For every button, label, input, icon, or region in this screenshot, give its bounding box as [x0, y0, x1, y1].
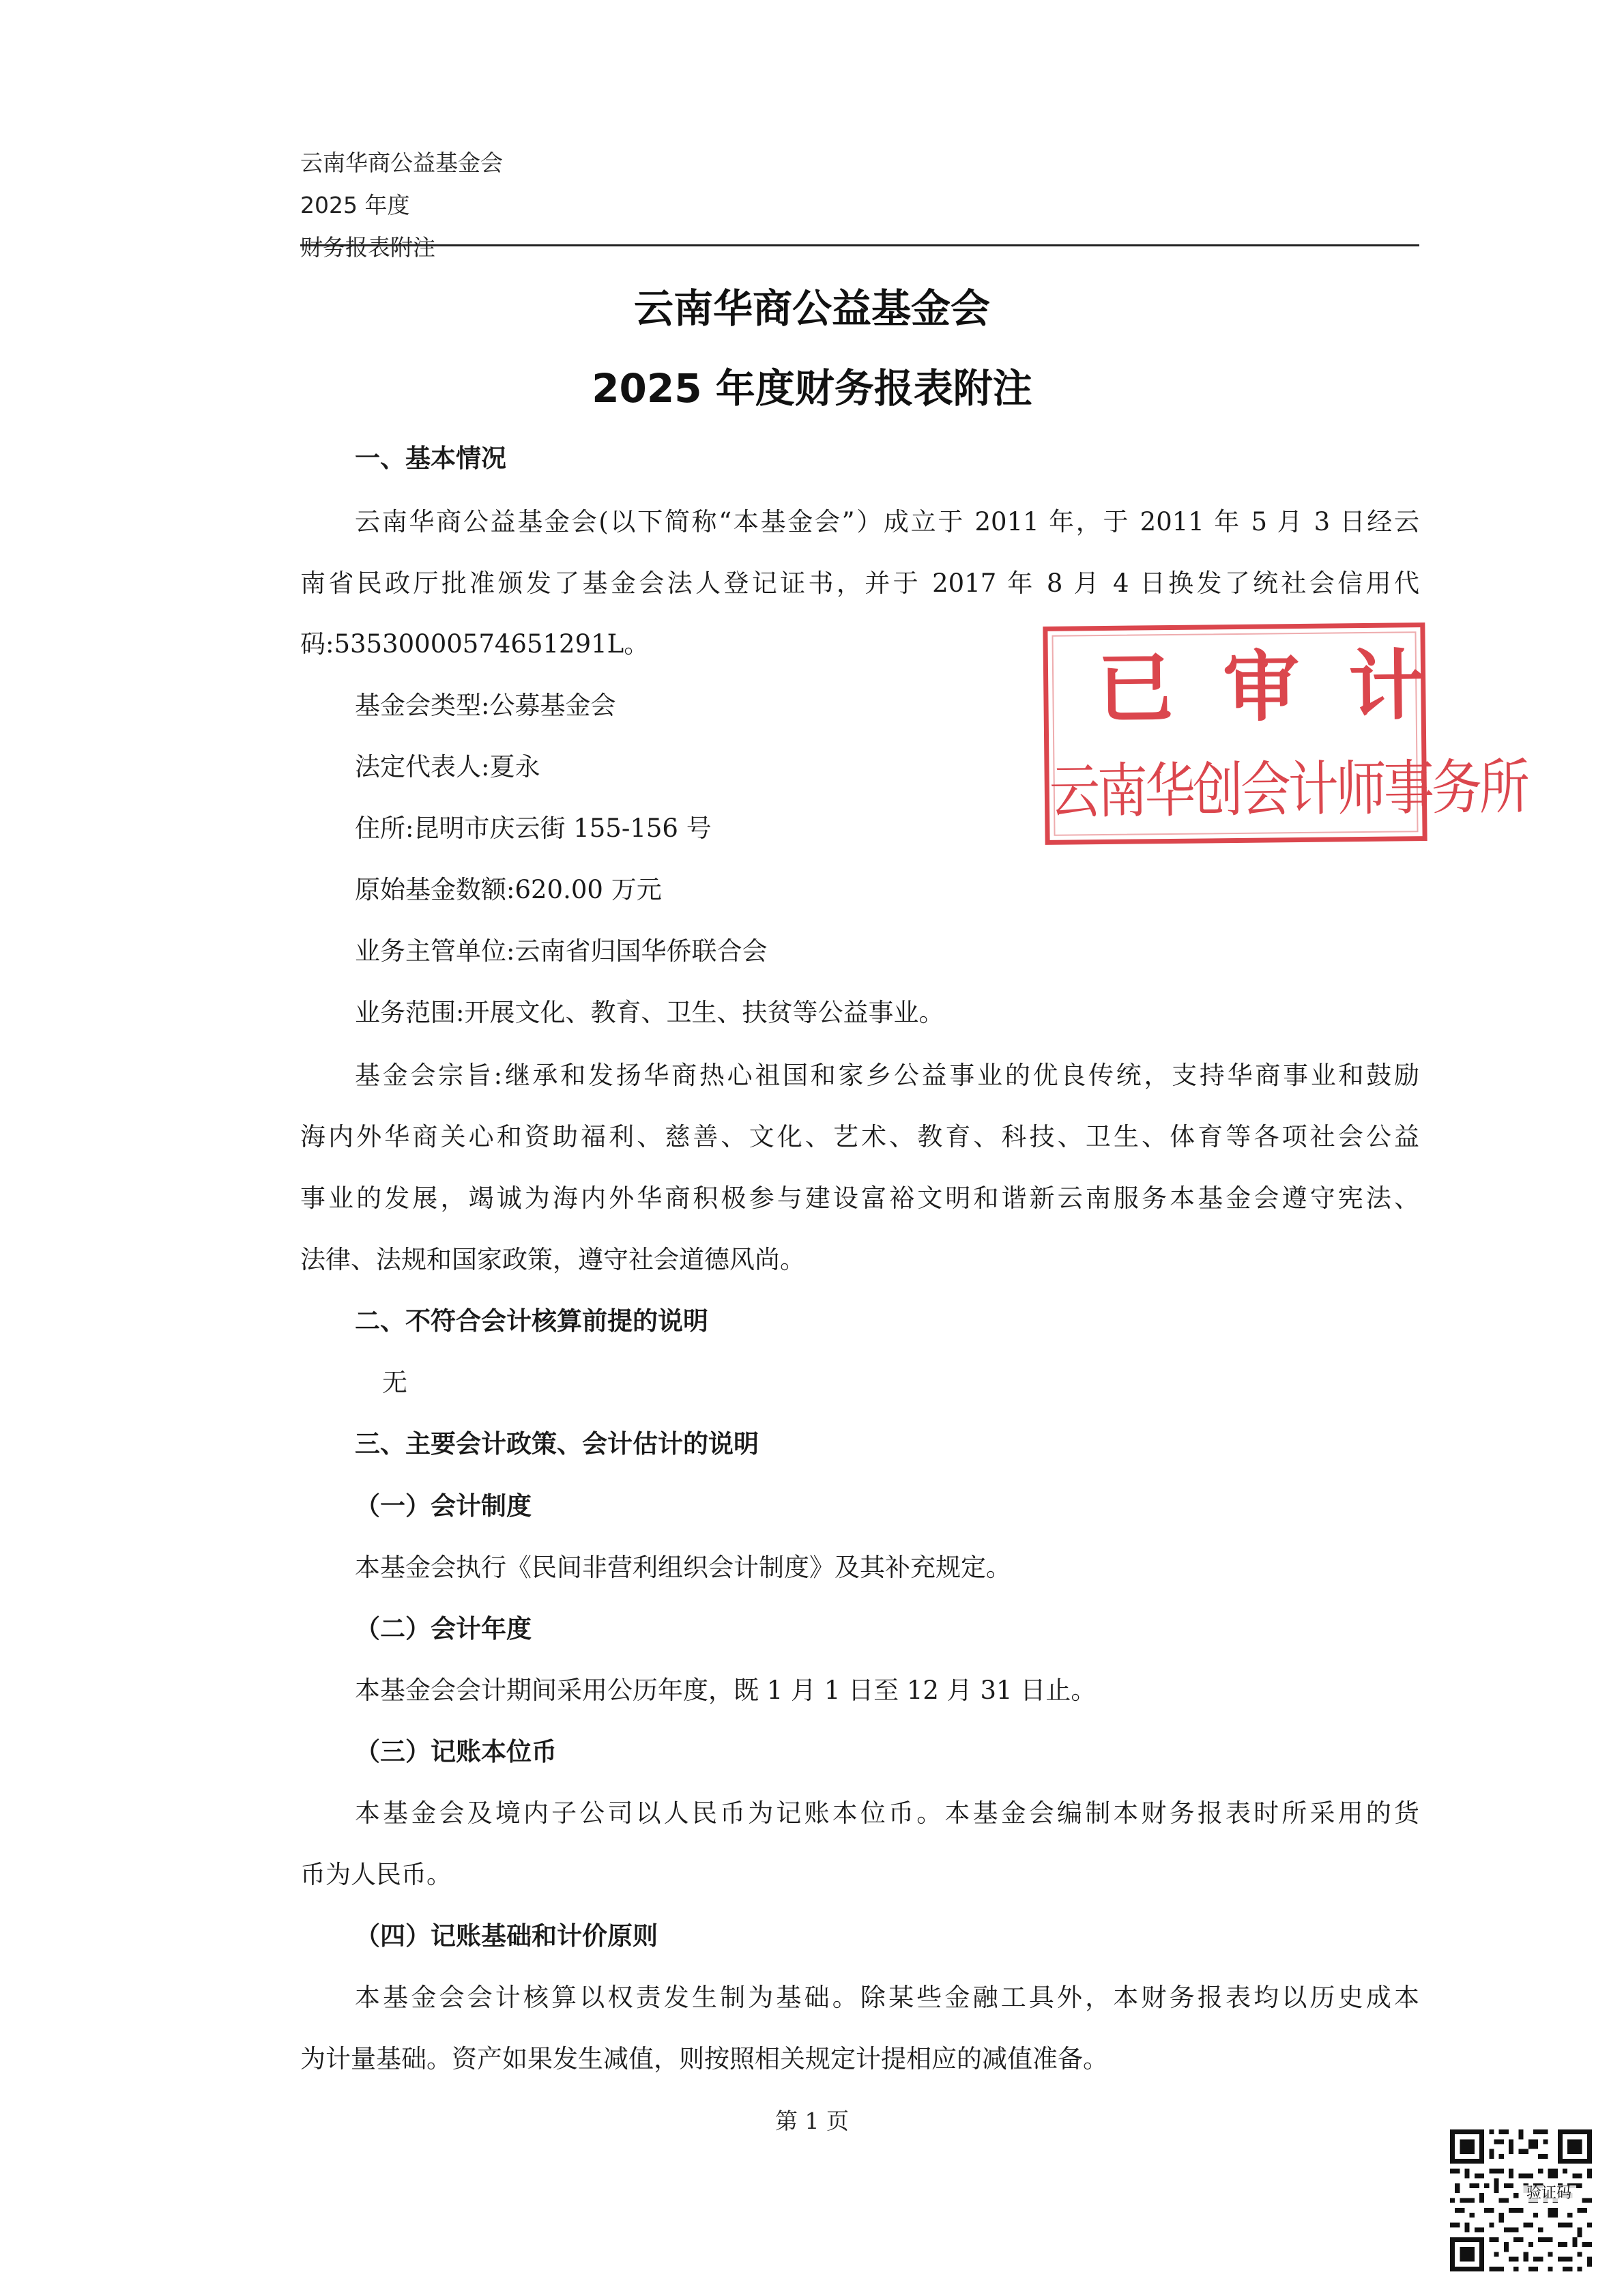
- subsection-heading-fiscal-year: （二）会计年度: [355, 1614, 532, 1644]
- paragraph-line: 码:53530000574651291L。: [300, 629, 650, 659]
- running-header-org: 云南华商公益基金会: [300, 149, 503, 176]
- subsection-heading-accounting-basis: （四）记账基础和计价原则: [355, 1921, 658, 1951]
- section-heading-accounting-premise: 二、不符合会计核算前提的说明: [355, 1306, 708, 1336]
- paragraph-line: 为计量基础。资产如果发生减值，则按照相关规定计提相应的减值准备。: [300, 2044, 1108, 2073]
- paragraph-line: 海内外华商关心和资助福利、慈善、文化、艺术、教育、科技、卫生、体育等各项社会公益: [300, 1122, 1419, 1151]
- running-header-doc: 财务报表附注: [300, 234, 435, 261]
- paragraph-line: 云南华商公益基金会(以下简称“本基金会”）成立于 2011 年，于 2011 年 5 月 3 日经云: [355, 507, 1419, 536]
- paragraph-line: 本基金会会计核算以权责发生制为基础。除某些金融工具外，本财务报表均以历史成本: [355, 1983, 1419, 2012]
- document-title-org: 云南华商公益基金会: [633, 285, 990, 332]
- info-business-scope: 业务范围:开展文化、教育、卫生、扶贫等公益事业。: [355, 998, 944, 1027]
- info-foundation-type: 基金会类型:公募基金会: [355, 691, 616, 720]
- subsection-heading-accounting-system: （一）会计制度: [355, 1491, 532, 1521]
- document-title-main: 2025 年度财务报表附注: [592, 365, 1032, 412]
- section-heading-accounting-policies: 三、主要会计政策、会计估计的说明: [355, 1429, 759, 1459]
- paragraph-line: 本基金会执行《民间非营利组织会计制度》及其补充规定。: [355, 1553, 1011, 1582]
- subsection-heading-currency: （三）记账本位币: [355, 1737, 557, 1766]
- paragraph-line: 本基金会及境内子公司以人民币为记账本位币。本基金会编制本财务报表时所采用的货: [355, 1798, 1419, 1828]
- paragraph-line: 事业的发展，竭诚为海内外华商积极参与建设富裕文明和谐新云南服务本基金会遵守宪法、: [300, 1183, 1419, 1213]
- info-legal-representative: 法定代表人:夏永: [355, 752, 540, 781]
- audit-seal-stamp: [1043, 622, 1528, 845]
- paragraph-line: 本基金会会计期间采用公历年度，既 1 月 1 日至 12 月 31 日止。: [355, 1676, 1097, 1705]
- info-original-fund: 原始基金数额:620.00 万元: [355, 875, 662, 904]
- stamp-audited-text: 已审计: [1097, 641, 1475, 734]
- section-heading-basic-info: 一、基本情况: [355, 444, 506, 473]
- stamp-firm-name: 云南华创会计师事务所: [1049, 752, 1528, 827]
- document-body: [300, 0, 1475, 2296]
- paragraph-line: 南省民政厅批准颁发了基金会法人登记证书，并于 2017 年 8 月 4 日换发了统社会信用代: [300, 569, 1419, 598]
- info-address: 住所:昆明市庆云街 155-156 号: [355, 814, 712, 843]
- running-header-year: 2025 年度: [300, 192, 410, 218]
- page-number: 第 1 页: [775, 2108, 849, 2134]
- paragraph-line: 无: [382, 1368, 407, 1397]
- paragraph-line: 币为人民币。: [300, 1860, 452, 1889]
- info-supervising-unit: 业务主管单位:云南省归国华侨联合会: [355, 936, 768, 966]
- paragraph-line: 基金会宗旨:继承和发扬华商热心祖国和家乡公益事业的优良传统，支持华商事业和鼓励: [355, 1061, 1419, 1090]
- paragraph-line: 法律、法规和国家政策，遵守社会道德风尚。: [300, 1245, 805, 1274]
- qr-verify-label: 验证码: [1522, 2185, 1576, 2202]
